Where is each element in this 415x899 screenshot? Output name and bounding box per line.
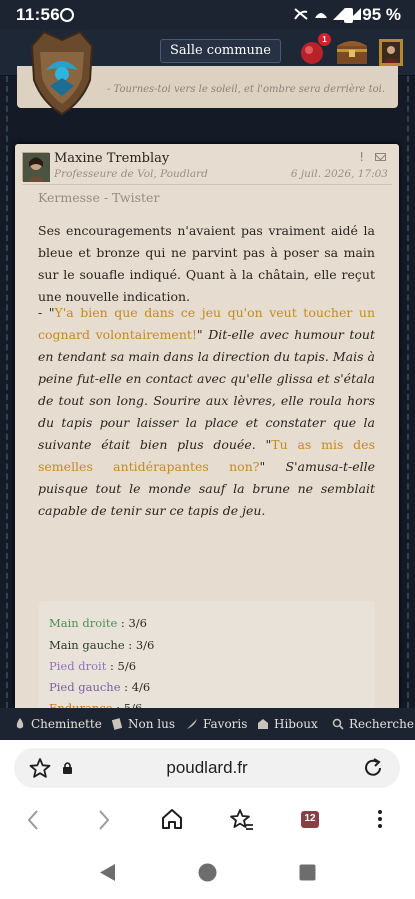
dialogue-dash: - " bbox=[38, 305, 55, 320]
browser-url-area bbox=[0, 740, 415, 796]
narration-1: " Dit-elle avec humour tout en tendant sa main dans la direction du tapis. Mais à peine fut-elle en contact avec qu'elle glissa et s'étala de tout son long. Sourire aux lèvres, elle roula hors du tapis pour laisser la place et constater que la suivante était bien plus douée. " bbox=[38, 327, 375, 452]
back-icon[interactable] bbox=[26, 809, 40, 831]
bookmarks-icon[interactable] bbox=[229, 808, 255, 832]
tab-count: 12 bbox=[304, 813, 316, 824]
forum-page bbox=[0, 76, 415, 708]
system-back-icon[interactable] bbox=[98, 863, 116, 882]
browser-toolbar bbox=[0, 796, 415, 846]
speech-quote-2: Tu as mis des semelles antidérapantes non? bbox=[38, 437, 375, 474]
post-subject: Kermesse - Twister bbox=[38, 190, 160, 205]
reload-icon[interactable] bbox=[362, 757, 384, 779]
site-bottom-nav bbox=[0, 708, 415, 740]
post-paragraph-2 bbox=[38, 302, 375, 522]
url-bar[interactable] bbox=[14, 748, 400, 788]
post-date: 6 juil. 2026, 17:03 bbox=[290, 168, 388, 180]
alarm-icon bbox=[60, 8, 74, 22]
system-home-icon[interactable] bbox=[198, 863, 217, 882]
battery-icon bbox=[344, 8, 353, 23]
android-nav-bar bbox=[0, 846, 415, 899]
narration-2: " S'amusa-t-elle puisque tout le monde sauf la brune ne semblait capable de tenir sur ce tapis de jeu. bbox=[38, 459, 375, 518]
stat-main-droite: Main droite : 3/6 bbox=[49, 616, 147, 630]
status-time: 11:56 bbox=[16, 5, 61, 24]
nav-cheminette[interactable]: Cheminette bbox=[14, 717, 102, 731]
nav-recherche[interactable]: Recherche bbox=[332, 717, 414, 731]
search-icon bbox=[332, 718, 344, 730]
more-menu-icon[interactable] bbox=[376, 808, 384, 830]
flame-icon bbox=[14, 718, 26, 730]
author-role: Professeure de Vol, Poudlard bbox=[54, 168, 208, 180]
stat-pied-gauche: Pied gauche : 4/6 bbox=[49, 680, 151, 694]
ravenclaw-crest-icon[interactable] bbox=[24, 28, 100, 116]
common-room-button[interactable]: Salle commune bbox=[160, 39, 281, 63]
stat-main-gauche: Main gauche : 3/6 bbox=[49, 638, 155, 652]
portrait-icon[interactable] bbox=[377, 36, 405, 68]
envelope-icon bbox=[257, 718, 269, 730]
speech-quote-1: Y'a bien que dans ce jeu qu'on veut toucher un cognard volontairement! bbox=[38, 305, 375, 342]
post-card bbox=[15, 144, 399, 744]
status-bar bbox=[0, 0, 415, 30]
system-recents-icon[interactable] bbox=[299, 864, 316, 881]
forward-icon[interactable] bbox=[97, 809, 111, 831]
battery-level: 95 % bbox=[362, 5, 401, 24]
scroll-icon bbox=[111, 718, 123, 730]
quill-icon bbox=[186, 718, 198, 730]
notification-badge: 1 bbox=[318, 33, 331, 46]
tabs-button[interactable] bbox=[301, 811, 319, 828]
nav-favoris[interactable]: Favoris bbox=[186, 717, 247, 731]
post-divider bbox=[22, 184, 392, 185]
stat-pied-droit: Pied droit : 5/6 bbox=[49, 659, 137, 673]
treasure-chest-icon[interactable] bbox=[334, 36, 370, 68]
url-text[interactable]: poudlard.fr bbox=[166, 758, 248, 777]
previous-post-quote: - Tournes-toi vers le soleil, et l'ombre sera derrière toi. bbox=[107, 84, 386, 95]
post-paragraph-1: Ses encouragements n'avaient pas vraiment aidé la bleue et bronze qui ne parvint pas à poser sa main sur le souafle indiqué. Quant à la châtain, elle reçut une nouvelle indication. bbox=[38, 223, 375, 304]
author-avatar[interactable] bbox=[22, 152, 49, 181]
mail-icon[interactable] bbox=[375, 153, 386, 161]
report-icon[interactable]: ! bbox=[359, 150, 364, 164]
home-icon[interactable] bbox=[161, 808, 183, 830]
nav-non-lus[interactable]: Non lus bbox=[111, 717, 175, 731]
author-name[interactable]: Maxine Tremblay bbox=[54, 151, 170, 166]
nav-hiboux[interactable]: Hiboux bbox=[257, 717, 318, 731]
